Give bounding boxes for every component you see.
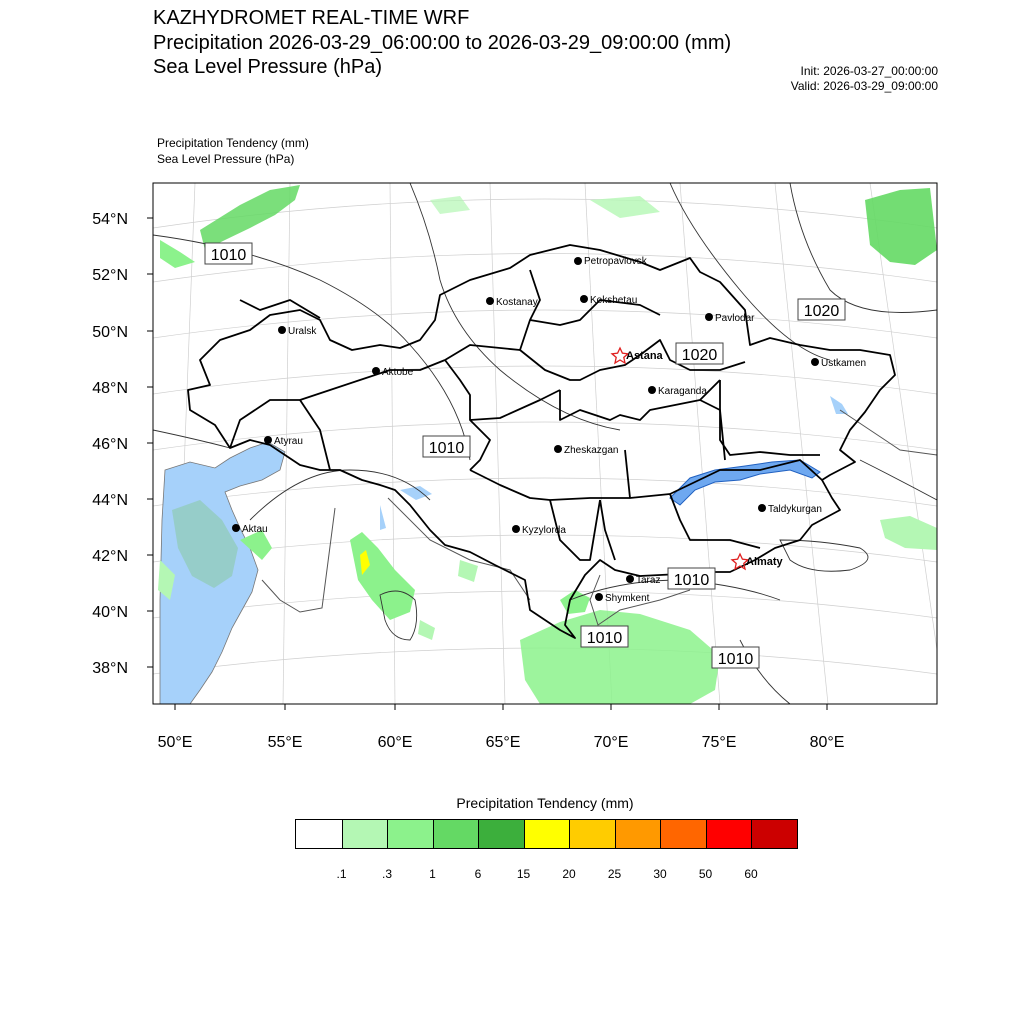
city-label: Shymkent xyxy=(605,593,650,604)
city-dot-taraz xyxy=(626,575,634,583)
lat-label: 42°N xyxy=(92,548,128,565)
subtitle-slp: Sea Level Pressure (hPa) xyxy=(153,56,383,78)
city-dot-aktobe xyxy=(372,367,380,375)
lat-label: 40°N xyxy=(92,604,128,621)
colorbar-tick-label: .3 xyxy=(381,867,393,881)
isobar-label: 1010 xyxy=(586,630,623,647)
colorbar-swatch xyxy=(524,820,570,848)
valid-time: Valid: 2026-03-29_09:00:00 xyxy=(790,79,938,93)
isobar-label: 1010 xyxy=(717,651,754,668)
map-panel xyxy=(153,183,937,704)
colorbar-swatch xyxy=(296,820,342,848)
colorbar-tick-label: 50 xyxy=(698,867,713,881)
colorbar-swatch xyxy=(342,820,388,848)
lon-label: 75°E xyxy=(701,734,737,751)
colorbar-swatch xyxy=(478,820,524,848)
lat-label: 50°N xyxy=(92,324,128,341)
city-dot-kokshetau xyxy=(580,295,588,303)
subtitle-precip: Precipitation 2026-03-29_06:00:00 to 2026-03-29_09:00:00 (mm) xyxy=(153,32,732,54)
colorbar-tick-label: 20 xyxy=(562,867,576,881)
isobar-label: 1010 xyxy=(673,572,710,589)
city-dot-taldykurgan xyxy=(758,504,766,512)
colorbar-tick-label: 1 xyxy=(429,867,436,881)
colorbar-tick-label: 25 xyxy=(607,867,622,881)
isobar-label: 1010 xyxy=(210,247,247,264)
colorbar-tick-label: 15 xyxy=(516,867,531,881)
city-label: Kostanay xyxy=(496,297,538,308)
lat-label: 54°N xyxy=(92,211,128,228)
lat-label: 52°N xyxy=(92,267,128,284)
city-dot-karaganda xyxy=(648,386,656,394)
init-time: Init: 2026-03-27_00:00:00 xyxy=(800,64,938,78)
isobar-label: 1010 xyxy=(428,440,465,457)
city-label: Petropavlovsk xyxy=(584,256,647,267)
city-dot-zheskazgan xyxy=(554,445,562,453)
lat-label: 48°N xyxy=(92,380,128,397)
city-dot-kostanay xyxy=(486,297,494,305)
lon-label: 70°E xyxy=(593,734,629,751)
colorbar-swatch xyxy=(569,820,615,848)
colorbar-tick-label: .1 xyxy=(336,867,347,881)
city-label: Taldykurgan xyxy=(768,504,822,515)
colorbar-swatch xyxy=(387,820,433,848)
capital-label: Astana xyxy=(626,350,663,362)
colorbar-tick-label: 60 xyxy=(744,867,758,881)
colorbar-tick-label: 6 xyxy=(474,867,482,881)
field-label-slp: Sea Level Pressure (hPa) xyxy=(157,152,295,166)
city-label: Kyzylorda xyxy=(522,525,566,536)
city-dot-aktau xyxy=(232,524,240,532)
isobar-label: 1020 xyxy=(681,347,718,364)
city-dot-ustkamen xyxy=(811,358,819,366)
colorbar-swatch xyxy=(751,820,797,848)
city-dot-petropavlovsk xyxy=(574,257,582,265)
city-dot-pavlodar xyxy=(705,313,713,321)
city-label: Uralsk xyxy=(288,326,317,337)
capital-label: Almaty xyxy=(746,556,783,568)
city-label: Zheskazgan xyxy=(564,445,619,456)
city-dot-shymkent xyxy=(595,593,603,601)
colorbar-swatch xyxy=(660,820,706,848)
city-label: Taraz xyxy=(636,575,661,586)
lat-label: 38°N xyxy=(92,660,128,677)
field-label-precip: Precipitation Tendency (mm) xyxy=(157,136,309,150)
lon-label: 80°E xyxy=(809,734,845,751)
colorbar-labels xyxy=(0,867,1024,883)
colorbar xyxy=(295,819,798,849)
colorbar-swatch xyxy=(706,820,752,848)
lon-label: 50°E xyxy=(157,734,193,751)
caspian-sea xyxy=(160,442,285,704)
city-label: Karaganda xyxy=(658,386,707,397)
city-label: Aktobe xyxy=(382,367,414,378)
colorbar-swatch xyxy=(433,820,479,848)
isobar-label: 1020 xyxy=(803,303,840,320)
lat-label: 44°N xyxy=(92,492,128,509)
city-label: Aktau xyxy=(242,524,268,535)
city-dot-atyrau xyxy=(264,436,272,444)
lon-label: 60°E xyxy=(377,734,413,751)
lon-label: 55°E xyxy=(267,734,303,751)
colorbar-tick-label: 30 xyxy=(653,867,667,881)
colorbar-swatch xyxy=(615,820,661,848)
city-label: Ustkamen xyxy=(821,358,867,369)
city-label: Pavlodar xyxy=(715,313,755,324)
title: KAZHYDROMET REAL-TIME WRF xyxy=(153,7,470,29)
city-label: Atyrau xyxy=(274,436,303,447)
city-dot-kyzylorda xyxy=(512,525,520,533)
city-dot-uralsk xyxy=(278,326,286,334)
lat-label: 46°N xyxy=(92,436,128,453)
intl-borders xyxy=(262,410,937,625)
lon-label: 65°E xyxy=(485,734,521,751)
colorbar-title: Precipitation Tendency (mm) xyxy=(456,795,634,811)
city-label: Kokshetau xyxy=(590,295,638,306)
